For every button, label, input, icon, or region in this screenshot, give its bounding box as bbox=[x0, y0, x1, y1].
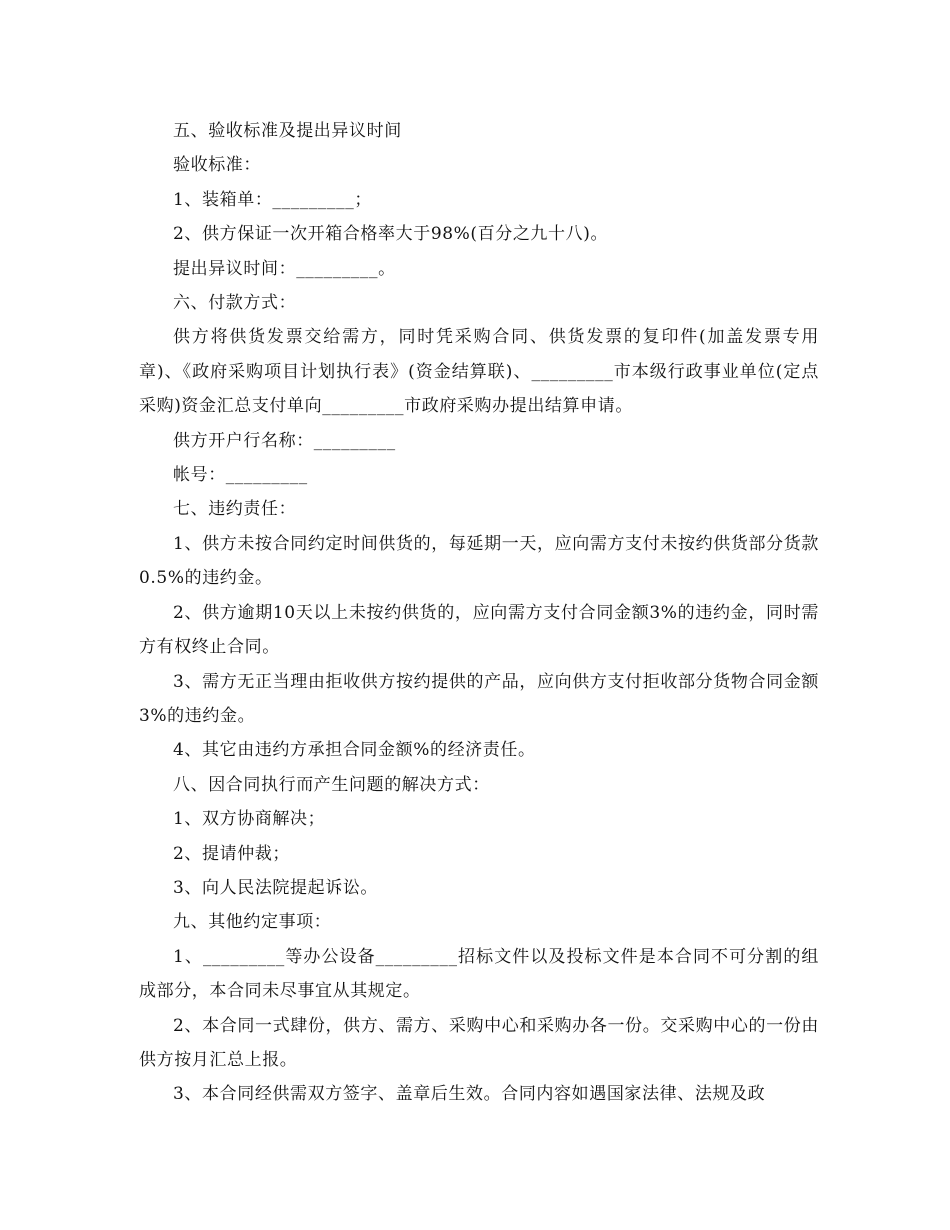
section-6-heading: 六、付款方式： bbox=[173, 293, 297, 314]
section-7-heading: 七、违约责任： bbox=[173, 499, 297, 520]
dispute-option-2: 2、提请仲裁； bbox=[173, 843, 291, 864]
breach-clause-4: 4、其它由违约方承担合同金额%的经济责任。 bbox=[173, 740, 536, 761]
breach-clause-2: 2、供方逾期10天以上未按约供货的，应向需方支付合同金额3%的违约金，同时需方有权终止合同。 bbox=[139, 602, 819, 658]
breach-clause-1: 1、供方未按合同约定时间供货的，每延期一天，应向需方支付未按约供货部分货款0.5%的违约金。 bbox=[139, 533, 819, 589]
breach-clause-3: 3、需方无正当理由拒收供方按约提供的产品，应向供方支付拒收部分货物合同金额3%的违约金。 bbox=[139, 671, 819, 726]
document-body bbox=[139, 114, 819, 1112]
acceptance-standard-label: 验收标准： bbox=[173, 155, 261, 176]
payment-paragraph: 供方将供货发票交给需方，同时凭采购合同、供货发票的复印件(加盖发票专用章)、《政府采购项目计划执行表》(资金结算联)、_________市本级行政事业单位(定点采购)资金汇总支付单向_________市政府采购办提出结算申请。 bbox=[139, 327, 819, 417]
pass-rate-item: 2、供方保证一次开箱合格率大于98%(百分之九十八)。 bbox=[173, 224, 609, 245]
other-matter-1: 1、_________等办公设备_________招标文件以及投标文件是本合同不可分割的组成部分，本合同未尽事宜从其规定。 bbox=[139, 946, 819, 1002]
account-number-item: 帐号：_________ bbox=[173, 465, 308, 486]
objection-time-item: 提出异议时间：_________。 bbox=[173, 258, 396, 279]
dispute-option-1: 1、双方协商解决； bbox=[173, 809, 326, 830]
section-9-heading: 九、其他约定事项： bbox=[173, 912, 332, 933]
other-matter-2: 2、本合同一式肆份，供方、需方、采购中心和采购办各一份。交采购中心的一份由供方按月汇总上报。 bbox=[139, 1015, 819, 1070]
section-5-heading: 五、验收标准及提出异议时间 bbox=[173, 121, 402, 141]
dispute-option-3: 3、向人民法院提起诉讼。 bbox=[173, 877, 379, 898]
packing-list-item: 1、装箱单：_________； bbox=[173, 189, 372, 210]
section-8-heading: 八、因合同执行而产生问题的解决方式： bbox=[173, 774, 490, 795]
bank-name-item: 供方开户行名称：_________ bbox=[173, 430, 396, 451]
other-matter-3: 3、本合同经供需双方签字、盖章后生效。合同内容如遇国家法律、法规及政 bbox=[173, 1084, 766, 1105]
